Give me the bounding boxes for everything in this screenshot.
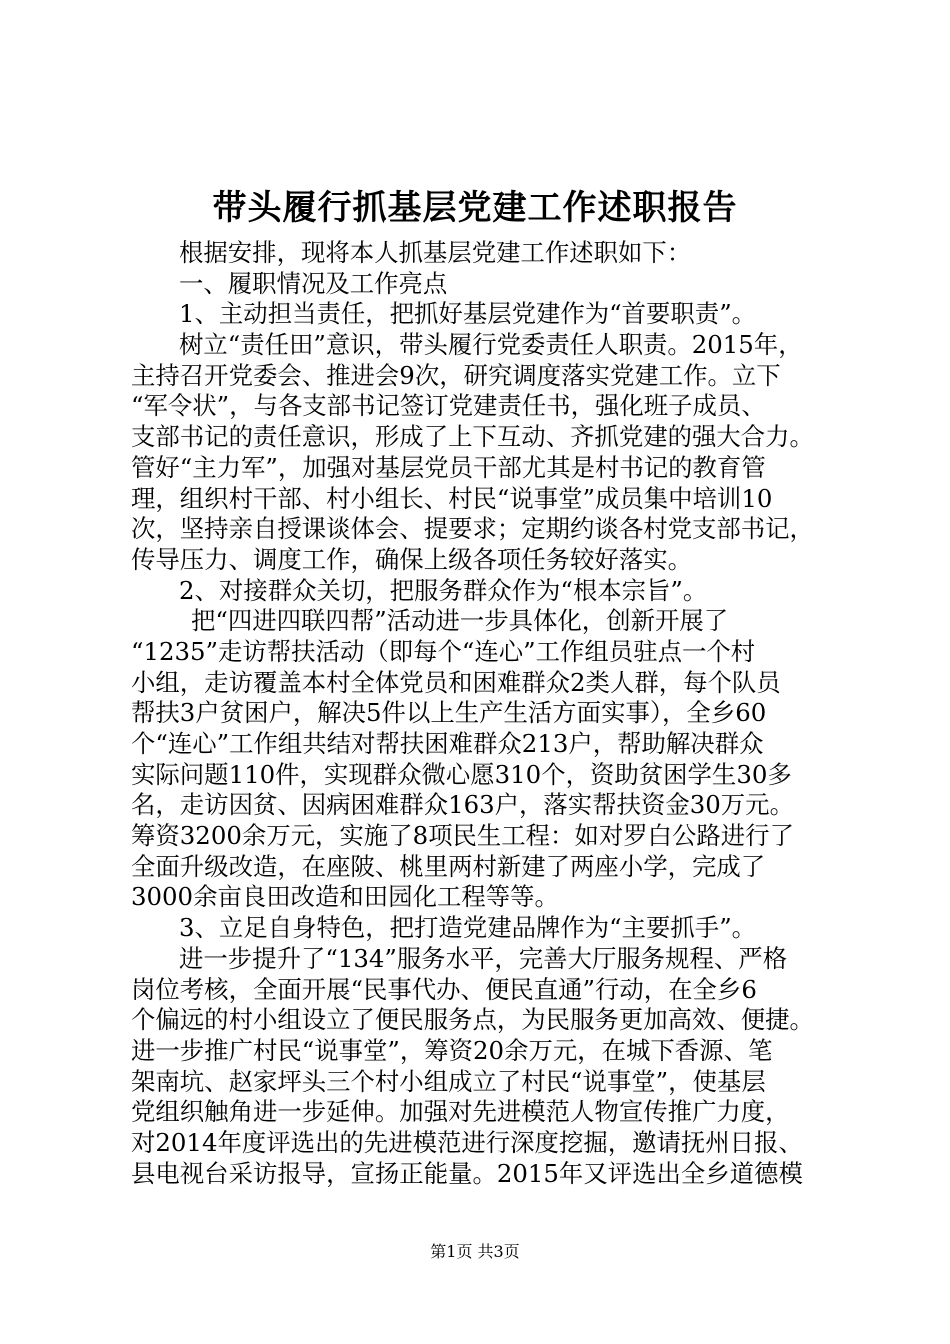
paragraph-line: “1235”走访帮扶活动（即每个“连心”工作组员驻点一个村 (131, 636, 756, 666)
paragraph-line: 管好“主力军”，加强对基层党员干部尤其是村书记的教育管 (131, 452, 766, 482)
paragraph-line: 个偏远的村小组设立了便民服务点，为民服务更加高效、便捷。 (131, 1005, 814, 1035)
paragraph-line: 树立“责任田”意识，带头履行党委责任人职责。2015年， (179, 330, 803, 360)
paragraph-line: 县电视台采访报导，宣扬正能量。2015年又评选出全乡道德模 (131, 1158, 803, 1188)
paragraph-line: 党组织触角进一步延伸。加强对先进模范人物宣传推广力度， (131, 1097, 790, 1127)
paragraph-line: 筹资3200余万元，实施了8项民生工程：如对罗白公路进行了 (131, 821, 794, 851)
subsection-heading: 3、立足自身特色，把打造党建品牌作为“主要抓手”。 (179, 913, 757, 943)
paragraph-line: 实际问题110件，实现群众微心愿310个，资助贫困学生30多 (131, 759, 792, 789)
paragraph-line: 岗位考核，全面开展“民事代办、便民直通”行动，在全乡6 (131, 974, 757, 1004)
subsection-heading: 2、对接群众关切，把服务群众作为“根本宗旨”。 (179, 575, 708, 605)
paragraph-line: 全面升级改造，在座陂、桃里两村新建了两座小学，完成了 (131, 851, 766, 881)
paragraph-line: 进一步提升了“134”服务水平，完善大厅服务规程、严格 (179, 943, 788, 973)
paragraph-line: 传导压力、调度工作，确保上级各项任务较好落实。 (131, 544, 692, 574)
paragraph-line: 对2014年度评选出的先进模范进行深度挖掘，邀请抚州日报、 (131, 1127, 803, 1157)
section-heading: 一、履职情况及工作亮点 (179, 268, 448, 298)
paragraph-line: 个“连心”工作组共结对帮扶困难群众213户，帮助解决群众 (131, 729, 764, 758)
paragraph-line: 架南坑、赵家坪头三个村小组成立了村民“说事堂”，使基层 (131, 1066, 766, 1096)
subsection-heading: 1、主动担当责任，把抓好基层党建作为“首要职责”。 (179, 299, 757, 329)
paragraph-line: 主持召开党委会、推进会9次，研究调度落实党建工作。立下 (131, 360, 781, 390)
document-title: 带头履行抓基层党建工作述职报告 (212, 188, 738, 228)
paragraph-line: 名，走访因贫、因病困难群众163户，落实帮扶资金30万元。 (131, 790, 794, 820)
paragraph-line: 理，组织村干部、村小组长、村民“说事堂”成员集中培训10 (131, 483, 773, 513)
paragraph-line: 次，坚持亲自授课谈体会、提要求；定期约谈各村党支部书记， (131, 514, 814, 544)
paragraph-line: 支部书记的责任意识，形成了上下互动、齐抓党建的强大合力。 (131, 422, 814, 452)
page-footer: 第1页 共3页 (430, 1242, 520, 1261)
paragraph-line: 小组，走访覆盖本村全体党员和困难群众2类人群，每个队员 (131, 667, 781, 697)
paragraph-line: “军令状”，与各支部书记签订党建责任书，强化班子成员、 (131, 391, 766, 421)
paragraph-line: 3000余亩良田改造和田园化工程等等。 (131, 882, 559, 912)
paragraph-line: 帮扶3户贫困户，解决5件以上生产生活方面实事），全乡60 (131, 698, 767, 728)
paragraph-line: 把“四进四联四帮”活动进一步具体化，创新开展了 (191, 606, 729, 636)
paragraph-line: 进一步推广村民“说事堂”，筹资20余万元，在城下香源、笔 (131, 1035, 773, 1065)
paragraph-line: 根据安排，现将本人抓基层党建工作述职如下： (179, 238, 692, 267)
document-body (131, 238, 831, 1189)
